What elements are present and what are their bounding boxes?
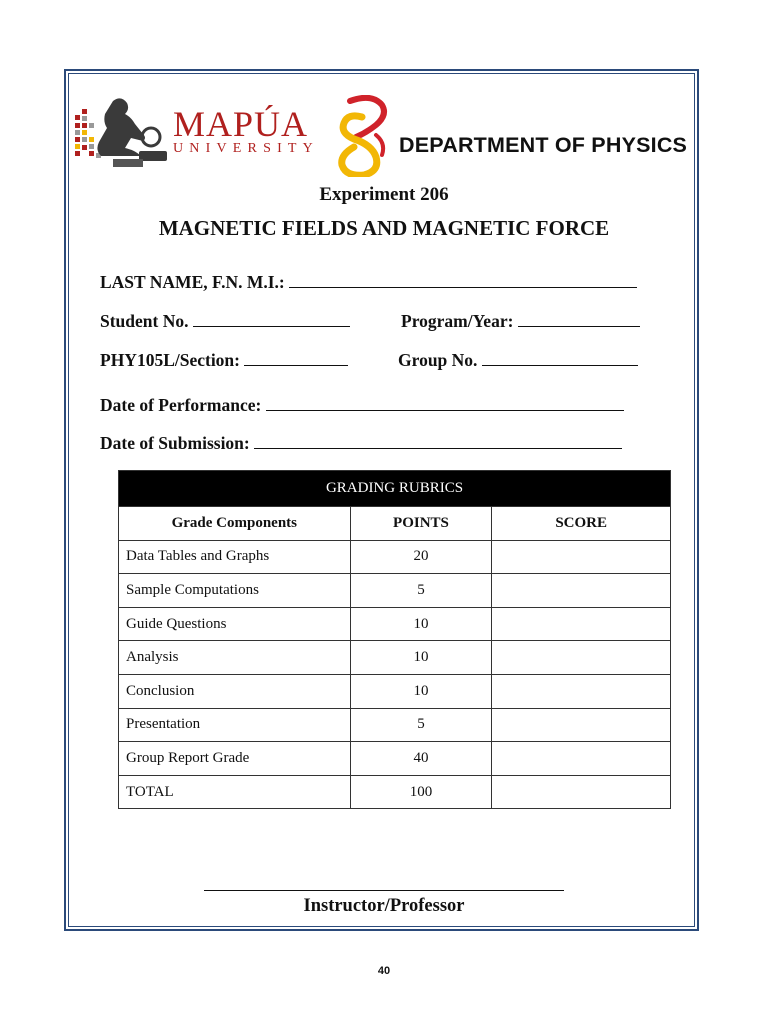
rubric-title: GRADING RUBRICS — [119, 471, 671, 507]
program-year-label: Program/Year: — [401, 311, 514, 331]
table-row — [119, 574, 671, 608]
score-cell[interactable] — [492, 574, 671, 608]
university-name: MAPÚA — [173, 104, 309, 144]
table-row — [119, 641, 671, 675]
score-cell[interactable] — [492, 674, 671, 708]
date-performance-field[interactable] — [266, 395, 624, 411]
rubric-title-row — [119, 471, 671, 507]
date-performance-row — [100, 394, 624, 416]
date-submission-label: Date of Submission: — [100, 433, 250, 453]
university-subtitle: UNIVERSITY — [173, 141, 319, 156]
rubric-header-row — [119, 507, 671, 541]
score-cell[interactable] — [492, 742, 671, 776]
page-number: 40 — [377, 965, 391, 977]
date-submission-row — [100, 432, 622, 454]
student-no-row — [100, 310, 350, 332]
group-no-row — [398, 349, 638, 371]
section-label: PHY105L/Section: — [100, 350, 240, 370]
score-cell[interactable] — [492, 708, 671, 742]
department-name: DEPARTMENT OF PHYSICS — [399, 133, 688, 157]
component-cell: Data Tables and Graphs — [119, 540, 351, 574]
program-year-field[interactable] — [518, 311, 640, 327]
component-cell: Sample Computations — [119, 574, 351, 608]
date-submission-field[interactable] — [254, 433, 622, 449]
section-row — [100, 349, 348, 371]
table-row — [119, 674, 671, 708]
column-header-components: Grade Components — [119, 507, 351, 541]
group-no-field[interactable] — [482, 350, 638, 366]
component-cell: Group Report Grade — [119, 742, 351, 776]
experiment-number: Experiment 206 — [319, 184, 449, 205]
points-cell: 10 — [350, 641, 492, 675]
table-row — [119, 607, 671, 641]
points-cell: 20 — [350, 540, 492, 574]
points-cell: 10 — [350, 607, 492, 641]
component-cell: Analysis — [119, 641, 351, 675]
component-cell: Presentation — [119, 708, 351, 742]
signature-line[interactable] — [204, 890, 564, 891]
table-row — [119, 742, 671, 776]
student-no-label: Student No. — [100, 311, 189, 331]
score-cell[interactable] — [492, 641, 671, 675]
last-name-row — [100, 271, 637, 293]
table-row — [119, 708, 671, 742]
date-performance-label: Date of Performance: — [100, 395, 262, 415]
score-cell[interactable] — [492, 540, 671, 574]
last-name-label: LAST NAME, F.N. M.I.: — [100, 272, 285, 292]
section-field[interactable] — [244, 350, 348, 366]
column-header-points: POINTS — [350, 507, 492, 541]
program-year-row — [401, 310, 640, 332]
table-row — [119, 540, 671, 574]
component-cell: Guide Questions — [119, 607, 351, 641]
student-no-field[interactable] — [193, 311, 350, 327]
points-cell: 10 — [350, 674, 492, 708]
last-name-field[interactable] — [289, 272, 637, 288]
column-header-score: SCORE — [492, 507, 671, 541]
component-cell: TOTAL — [119, 775, 351, 809]
grading-rubric-table — [118, 470, 671, 809]
points-cell: 100 — [350, 775, 492, 809]
experiment-title: MAGNETIC FIELDS AND MAGNETIC FORCE — [158, 216, 610, 240]
physics-logo-icon — [332, 95, 394, 177]
score-cell[interactable] — [492, 775, 671, 809]
signature-label: Instructor/Professor — [303, 896, 465, 916]
points-cell: 5 — [350, 574, 492, 608]
component-cell: Conclusion — [119, 674, 351, 708]
group-no-label: Group No. — [398, 350, 478, 370]
mapua-logo-icon — [73, 93, 173, 171]
score-cell[interactable] — [492, 607, 671, 641]
points-cell: 40 — [350, 742, 492, 776]
points-cell: 5 — [350, 708, 492, 742]
table-row-total — [119, 775, 671, 809]
